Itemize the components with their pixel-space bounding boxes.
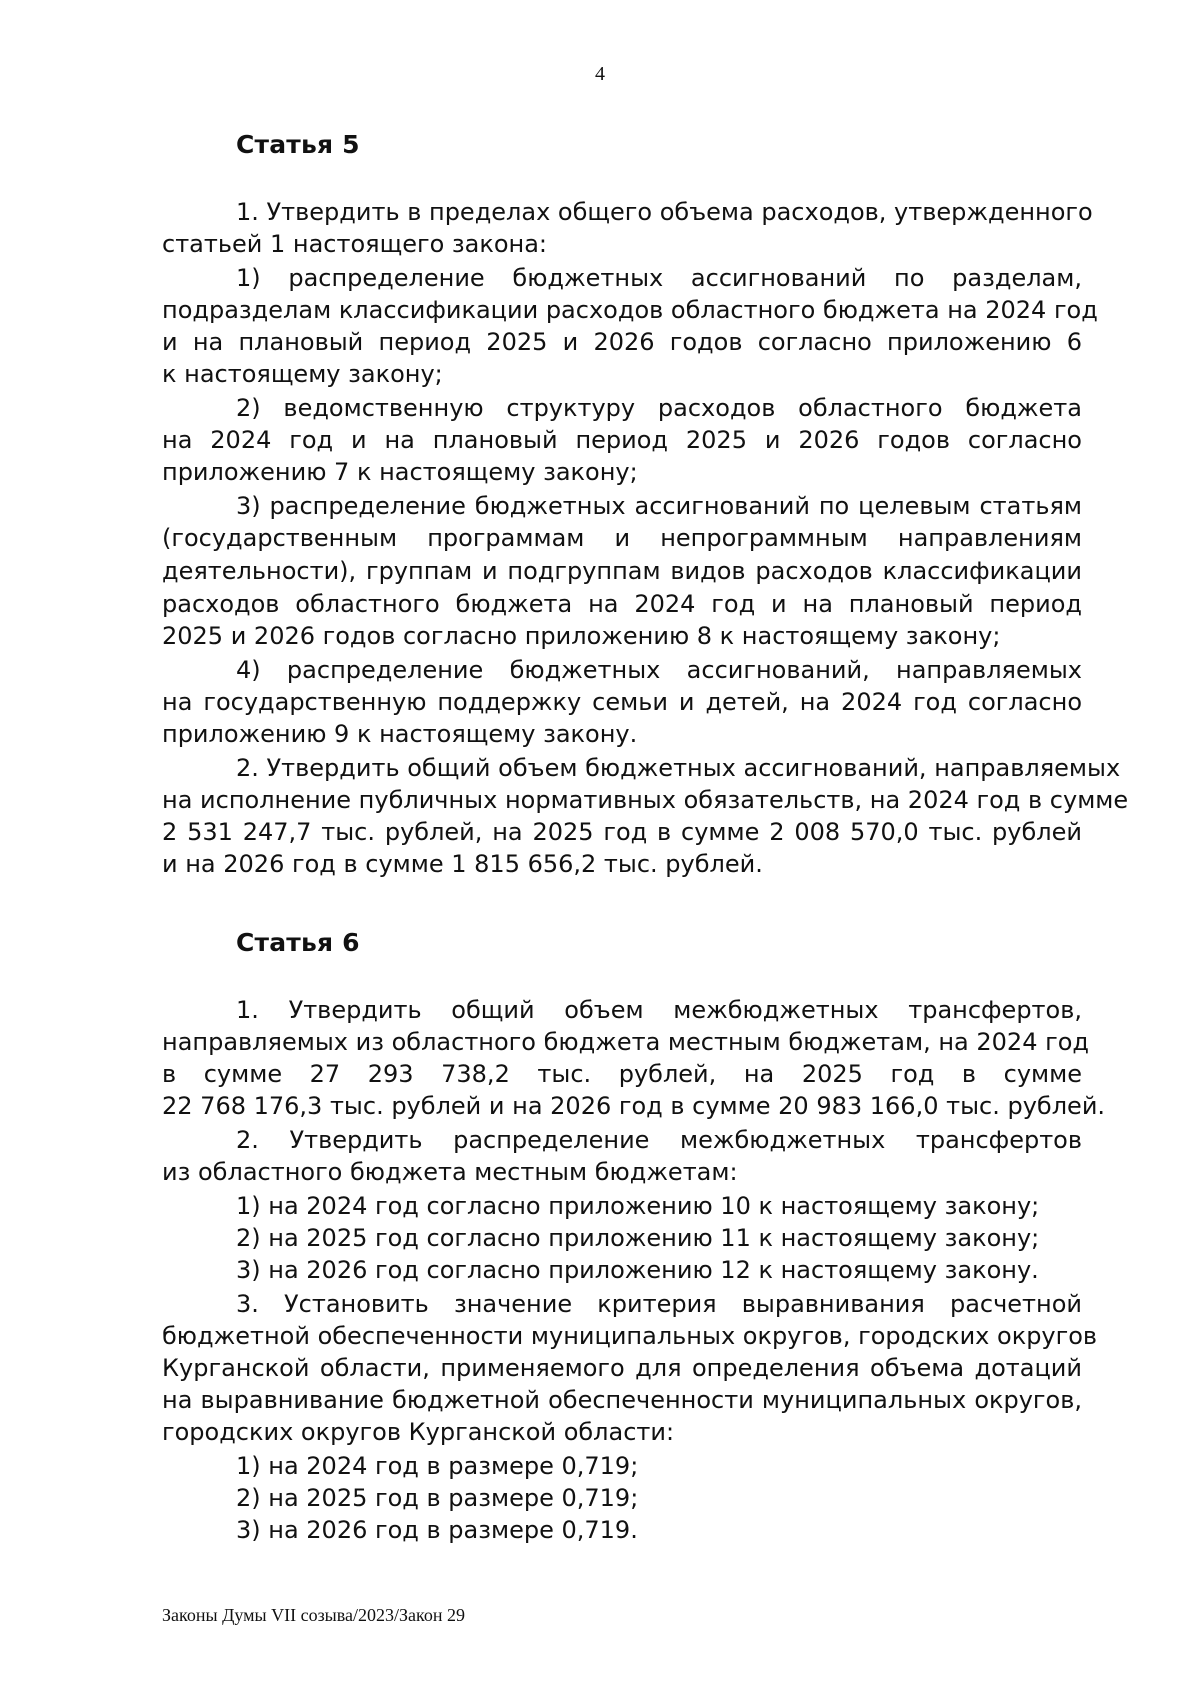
article-5-line: 2 531 247,7 тыс. рублей, на 2025 год в сумме 2 008 570,0 тыс. рублей xyxy=(162,818,1082,846)
article-6-line: 3. Установить значение критерия выравнивания расчетной xyxy=(236,1290,1082,1318)
article-5-line: на государственную поддержку семьи и детей, на 2024 год согласно xyxy=(162,688,1082,716)
article-5-line: 2. Утвердить общий объем бюджетных ассигнований, направляемых xyxy=(236,754,1121,782)
article-5-line: расходов областного бюджета на 2024 год и на плановый период xyxy=(162,590,1082,618)
article-6-line: 1. Утвердить общий объем межбюджетных трансфертов, xyxy=(236,996,1082,1024)
article-5-line: приложению 7 к настоящему закону; xyxy=(162,458,638,486)
article-5-line: 2025 и 2026 годов согласно приложению 8 к настоящему закону; xyxy=(162,622,1001,650)
article-6-line: 2. Утвердить распределение межбюджетных трансфертов xyxy=(236,1126,1082,1154)
article-5-line: статьей 1 настоящего закона: xyxy=(162,230,548,258)
article-6-line: Курганской области, применяемого для определения объема дотаций xyxy=(162,1354,1082,1382)
article-5-line: 2) ведомственную структуру расходов областного бюджета xyxy=(236,394,1082,422)
article-6-line: 1) на 2024 год согласно приложению 10 к настоящему закону; xyxy=(236,1192,1040,1220)
article-6-line: 1) на 2024 год в размере 0,719; xyxy=(236,1452,639,1480)
article-6-line: из областного бюджета местным бюджетам: xyxy=(162,1158,738,1186)
article-6-line: 3) на 2026 год согласно приложению 12 к настоящему закону. xyxy=(236,1256,1039,1284)
article-6-line: бюджетной обеспеченности муниципальных округов, городских округов xyxy=(162,1322,1098,1350)
article-6-line: на выравнивание бюджетной обеспеченности муниципальных округов, xyxy=(162,1386,1082,1414)
article-5-line: 1) распределение бюджетных ассигнований по разделам, xyxy=(236,264,1082,292)
article-6-line: 3) на 2026 год в размере 0,719. xyxy=(236,1516,638,1544)
article-5-line: и на 2026 год в сумме 1 815 656,2 тыс. рублей. xyxy=(162,850,763,878)
article-6-line: в сумме 27 293 738,2 тыс. рублей, на 2025 год в сумме xyxy=(162,1060,1082,1088)
article-6-line: 2) на 2025 год в размере 0,719; xyxy=(236,1484,639,1512)
article-5-heading: Статья 5 xyxy=(236,130,360,159)
document-footer: Законы Думы VII созыва/2023/Закон 29 xyxy=(162,1605,465,1625)
article-5-line: к настоящему закону; xyxy=(162,360,443,388)
article-5-line: подразделам классификации расходов областного бюджета на 2024 год xyxy=(162,296,1098,324)
article-6-line: 22 768 176,3 тыс. рублей и на 2026 год в сумме 20 983 166,0 тыс. рублей. xyxy=(162,1092,1106,1120)
article-6-heading: Статья 6 xyxy=(236,928,360,957)
article-5-line: 4) распределение бюджетных ассигнований, направляемых xyxy=(236,656,1082,684)
article-6-line: направляемых из областного бюджета местным бюджетам, на 2024 год xyxy=(162,1028,1089,1056)
article-5-line: на 2024 год и на плановый период 2025 и 2026 годов согласно xyxy=(162,426,1082,454)
article-5-line: 3) распределение бюджетных ассигнований по целевым статьям xyxy=(236,492,1082,520)
article-5-line: приложению 9 к настоящему закону. xyxy=(162,720,638,748)
article-6-line: 2) на 2025 год согласно приложению 11 к настоящему закону; xyxy=(236,1224,1040,1252)
article-5-line: деятельности), группам и подгруппам видов расходов классификации xyxy=(162,557,1082,585)
article-5-line: 1. Утвердить в пределах общего объема расходов, утвержденного xyxy=(236,198,1093,226)
article-6-line: городских округов Курганской области: xyxy=(162,1418,675,1446)
article-5-line: и на плановый период 2025 и 2026 годов согласно приложению 6 xyxy=(162,328,1082,356)
article-5-line: (государственным программам и непрограммным направлениям xyxy=(162,524,1082,552)
article-5-line: на исполнение публичных нормативных обязательств, на 2024 год в сумме xyxy=(162,786,1129,814)
page-number: 4 xyxy=(595,63,605,85)
